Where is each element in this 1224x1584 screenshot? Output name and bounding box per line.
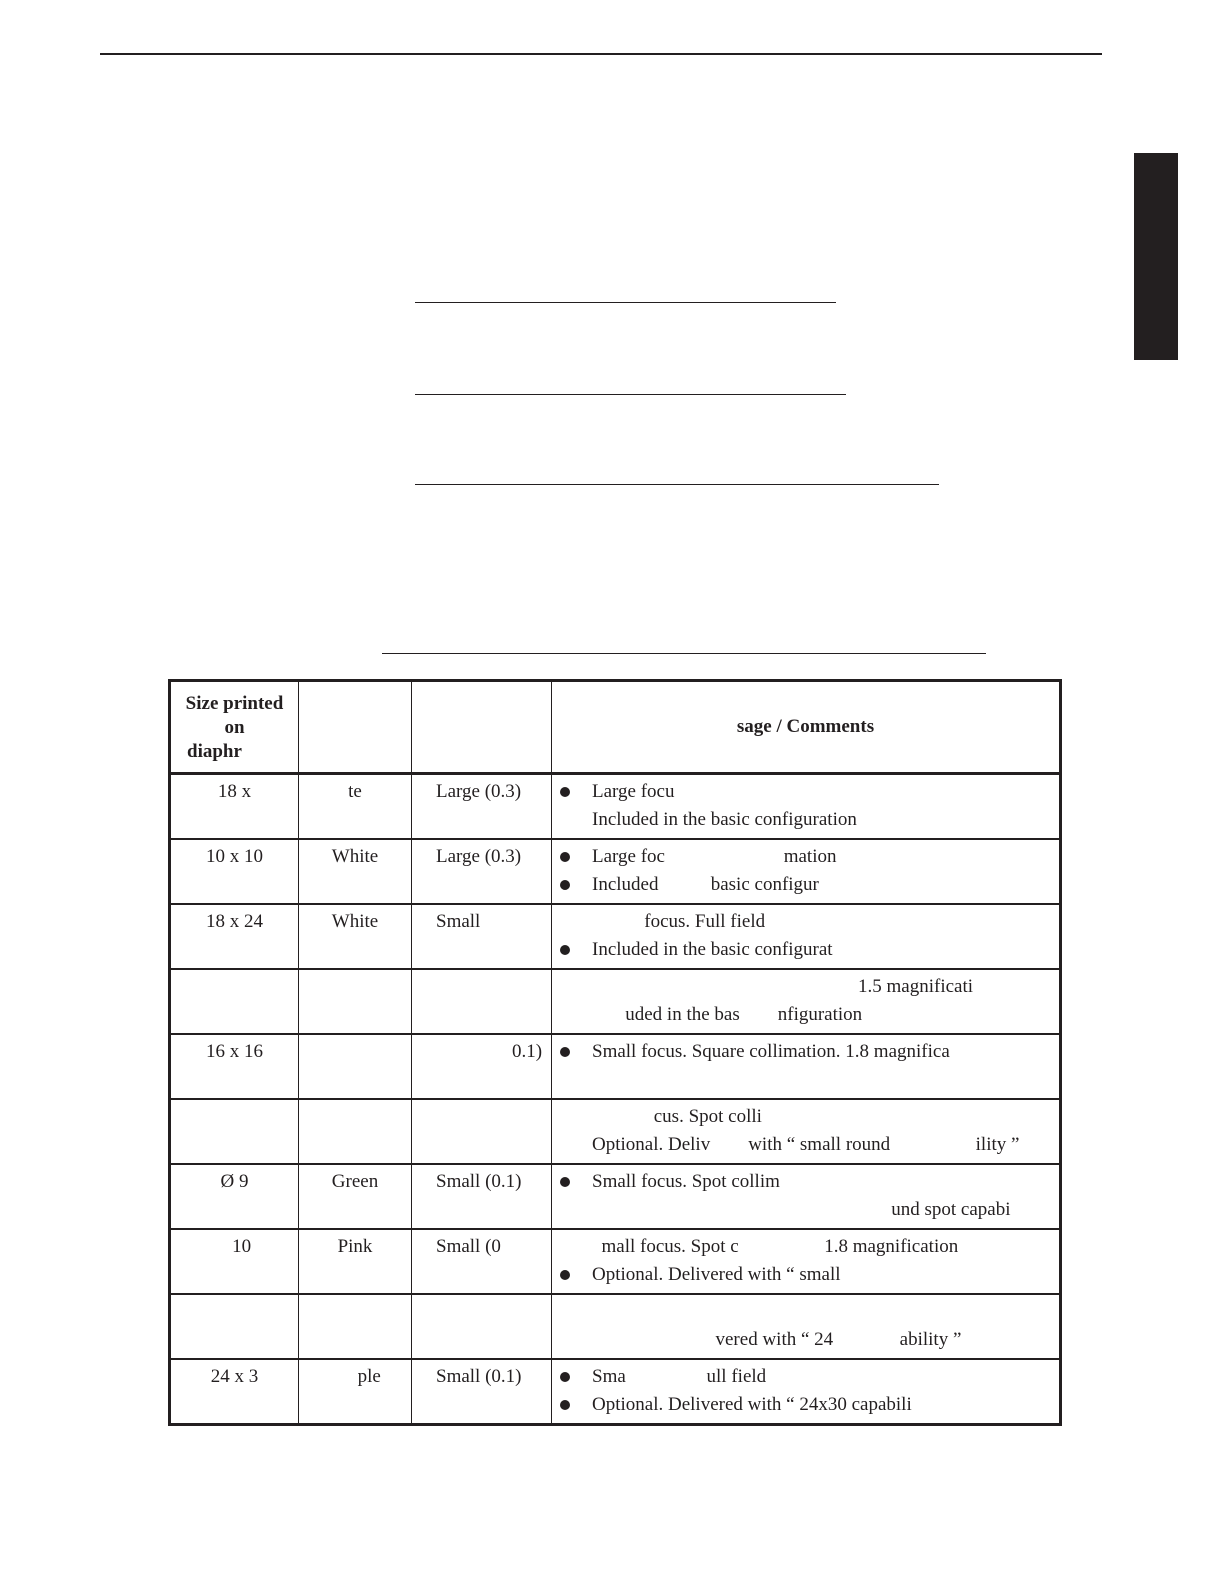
comment-line: cus. Spot colli xyxy=(592,1106,762,1127)
cell-comments xyxy=(552,1034,1061,1099)
cell-size: 18 x xyxy=(170,774,299,840)
header-size xyxy=(170,681,299,774)
cell-size: Ø 9 xyxy=(170,1164,299,1229)
blank-underline-3 xyxy=(415,484,939,485)
table-header-row xyxy=(170,681,1061,774)
cell-focus: Large (0.3) xyxy=(412,774,552,840)
table-row xyxy=(170,1099,1061,1164)
cell-color xyxy=(299,1099,412,1164)
comment-line: und spot capabi xyxy=(592,1199,1011,1220)
cell-size: 10 xyxy=(170,1229,299,1294)
bullet-comment: Included basic configur xyxy=(552,871,1059,899)
comment-line: uded in the bas nfiguration xyxy=(592,1004,863,1025)
header-size-line: on xyxy=(224,717,245,738)
header-size-line: Size printed xyxy=(185,693,284,714)
cell-color: White xyxy=(299,839,412,904)
blank-underline-2 xyxy=(415,394,846,395)
cell-focus xyxy=(412,1294,552,1359)
table-row xyxy=(170,904,1061,969)
bullet-comment: Sma ull field xyxy=(552,1363,1059,1391)
cell-focus: Small (0.1) xyxy=(412,1359,552,1425)
cell-focus: Small (0.1) xyxy=(412,1164,552,1229)
comment-line xyxy=(552,1066,1059,1094)
header-rule xyxy=(100,53,1102,55)
table-row xyxy=(170,1034,1061,1099)
cell-color xyxy=(299,1034,412,1099)
cell-comments xyxy=(552,1099,1061,1164)
bullet-comment: Large focu xyxy=(552,778,1059,806)
cell-focus: Large (0.3) xyxy=(412,839,552,904)
bullet-comment: Optional. Delivered with “ 24x30 capabili xyxy=(552,1391,1059,1419)
cell-comments xyxy=(552,969,1061,1034)
comment-line: Included in the basic configuration xyxy=(592,809,857,830)
comment-line: mall focus. Spot c 1.8 magnification xyxy=(592,1236,959,1257)
cell-focus xyxy=(412,969,552,1034)
cell-comments xyxy=(552,1294,1061,1359)
table-row xyxy=(170,1164,1061,1229)
cell-comments xyxy=(552,1359,1061,1425)
cell-comments xyxy=(552,1229,1061,1294)
bullet-comment: Small focus. Square collimation. 1.8 magnifica xyxy=(552,1038,1059,1066)
blank-underline-1 xyxy=(415,302,836,303)
cell-size: 10 x 10 xyxy=(170,839,299,904)
cell-size: 24 x 3 xyxy=(170,1359,299,1425)
header-comments: sage / Comments xyxy=(552,681,1061,774)
cell-focus: Small (0 xyxy=(412,1229,552,1294)
cell-size xyxy=(170,1099,299,1164)
comment-line: Optional. Deliv with “ small round ility ” xyxy=(592,1134,1020,1155)
cell-comments xyxy=(552,774,1061,840)
bullet-comment: Small focus. Spot collim xyxy=(552,1168,1059,1196)
cell-size: 18 x 24 xyxy=(170,904,299,969)
cell-size: 16 x 16 xyxy=(170,1034,299,1099)
cell-comments xyxy=(552,904,1061,969)
bullet-comment: Included in the basic configurat xyxy=(552,936,1059,964)
cell-size xyxy=(170,1294,299,1359)
comment-line: 1.5 magnificati xyxy=(592,976,974,997)
comment-line xyxy=(552,1298,1059,1326)
cell-color: Pink xyxy=(299,1229,412,1294)
diaphragm-table xyxy=(168,679,1062,1426)
cell-focus: Small xyxy=(412,904,552,969)
comment-line: focus. Full field xyxy=(592,911,766,932)
cell-color xyxy=(299,969,412,1034)
cell-focus: 0.1) xyxy=(412,1034,552,1099)
table-row xyxy=(170,774,1061,840)
cell-color: ple xyxy=(299,1359,412,1425)
cell-size xyxy=(170,969,299,1034)
cell-comments xyxy=(552,839,1061,904)
table-row xyxy=(170,1229,1061,1294)
table-title-underline xyxy=(382,653,986,654)
header-focus xyxy=(412,681,552,774)
table-row xyxy=(170,839,1061,904)
cell-focus xyxy=(412,1099,552,1164)
header-color xyxy=(299,681,412,774)
bullet-comment: Large foc mation xyxy=(552,843,1059,871)
section-tab-marker xyxy=(1134,153,1178,360)
table-row xyxy=(170,969,1061,1034)
cell-color xyxy=(299,1294,412,1359)
cell-color: Green xyxy=(299,1164,412,1229)
cell-color: White xyxy=(299,904,412,969)
comment-line: vered with “ 24 ability ” xyxy=(592,1329,962,1350)
cell-comments xyxy=(552,1164,1061,1229)
cell-color: te xyxy=(299,774,412,840)
table-row xyxy=(170,1294,1061,1359)
bullet-comment: Optional. Delivered with “ small xyxy=(552,1261,1059,1289)
table-row xyxy=(170,1359,1061,1425)
header-size-line: diaphr xyxy=(187,741,242,762)
